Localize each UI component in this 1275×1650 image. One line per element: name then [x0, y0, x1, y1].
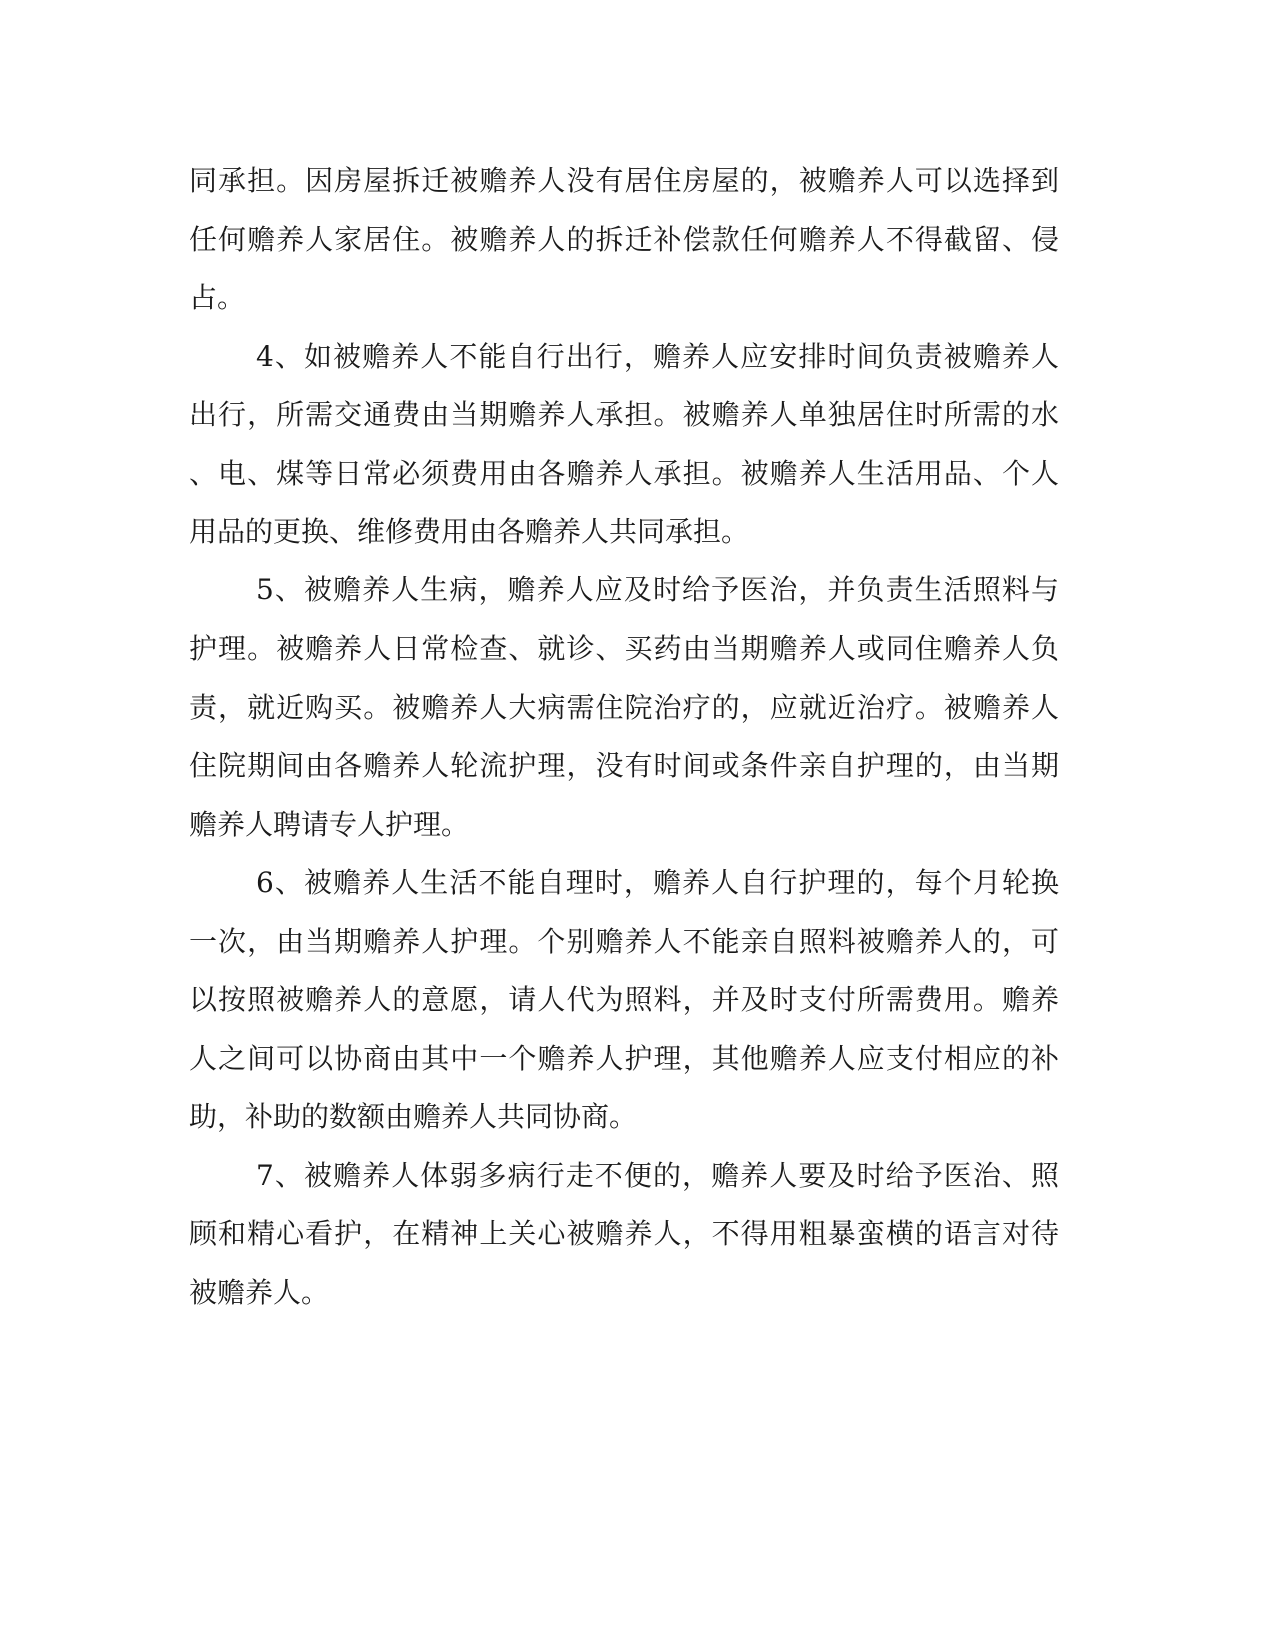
- paragraph-4-line-4: 用品的更换、维修费用由各赡养人共同承担。: [189, 515, 750, 548]
- paragraph-7-line-1: 7、被赡养人体弱多病行走不便的，赡养人要及时给予医治、照: [256, 1159, 1059, 1192]
- paragraph-3-line-3: 任何赡养人家居住。被赡养人的拆迁补偿款任何赡养人不得截留、侵: [189, 223, 1059, 256]
- paragraph-4-line-1: 4、如被赡养人不能自行出行，赡养人应安排时间负责被赡养人: [256, 340, 1059, 373]
- paragraph-5-line-4: 住院期间由各赡养人轮流护理，没有时间或条件亲自护理的，由当期: [189, 749, 1059, 782]
- paragraph-6-line-1: 6、被赡养人生活不能自理时，赡养人自行护理的，每个月轮换: [256, 866, 1059, 899]
- paragraph-6-line-5: 助，补助的数额由赡养人共同协商。: [189, 1100, 638, 1133]
- paragraph-7-line-3: 被赡养人。: [189, 1276, 330, 1309]
- paragraph-3-line-4: 占。: [189, 281, 246, 314]
- paragraph-5-line-5: 赡养人聘请专人护理。: [189, 808, 470, 841]
- paragraph-6-line-2: 一次，由当期赡养人护理。个别赡养人不能亲自照料被赡养人的，可: [189, 925, 1059, 958]
- paragraph-6-line-4: 人之间可以协商由其中一个赡养人护理，其他赡养人应支付相应的补: [189, 1042, 1059, 1075]
- paragraph-5-line-2: 护理。被赡养人日常检查、就诊、买药由当期赡养人或同住赡养人负: [189, 632, 1059, 665]
- paragraph-6-line-3: 以按照被赡养人的意愿，请人代为照料，并及时支付所需费用。赡养: [189, 983, 1059, 1016]
- paragraph-5-line-3: 责，就近购买。被赡养人大病需住院治疗的，应就近治疗。被赡养人: [189, 691, 1059, 724]
- paragraph-4-line-2: 出行，所需交通费由当期赡养人承担。被赡养人单独居住时所需的水: [189, 398, 1059, 431]
- paragraph-3-line-2: 同承担。因房屋拆迁被赡养人没有居住房屋的，被赡养人可以选择到: [189, 164, 1059, 197]
- paragraph-5-line-1: 5、被赡养人生病，赡养人应及时给予医治，并负责生活照料与: [256, 573, 1059, 606]
- paragraph-7-line-2: 顾和精心看护，在精神上关心被赡养人，不得用粗暴蛮横的语言对待: [189, 1217, 1059, 1250]
- paragraph-4-line-3: 、电、煤等日常必须费用由各赡养人承担。被赡养人生活用品、个人: [189, 457, 1059, 490]
